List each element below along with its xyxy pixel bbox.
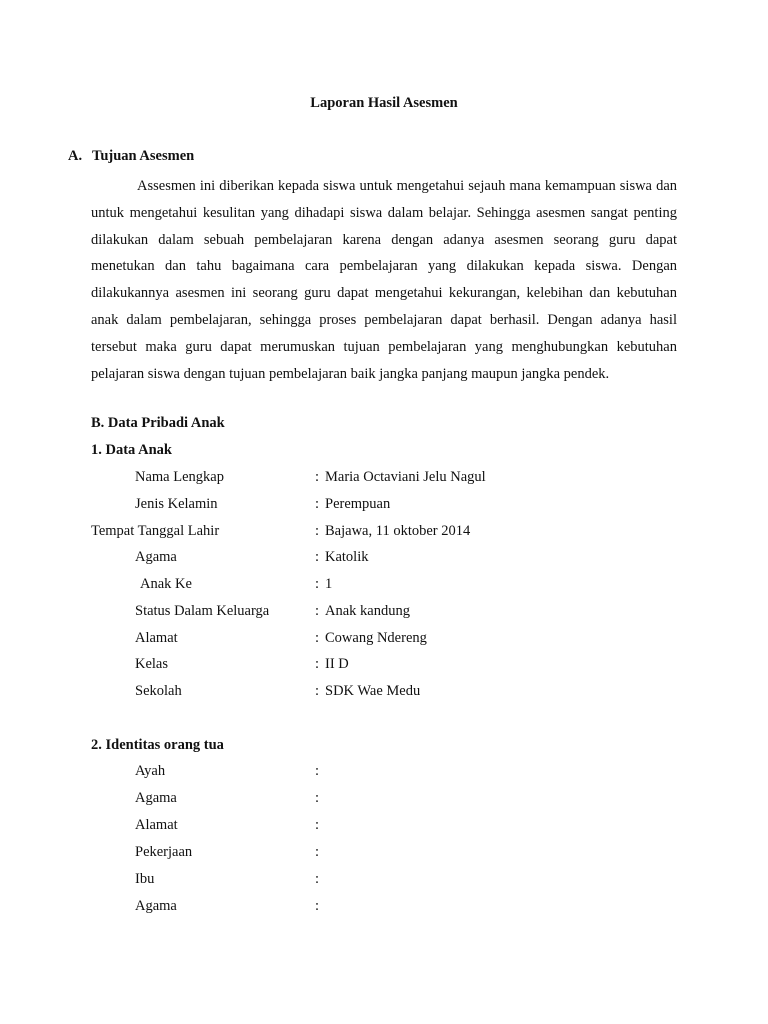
field-row-jenis-kelamin [0, 494, 768, 514]
field-value: Cowang Ndereng [325, 630, 427, 646]
field-colon: : [315, 523, 320, 539]
document-title: Laporan Hasil Asesmen [310, 95, 458, 111]
field-value: SDK Wae Medu [325, 683, 421, 699]
field-label: Sekolah [135, 683, 182, 699]
field-value: Katolik [325, 549, 369, 565]
field-colon: : [315, 576, 320, 592]
field-colon: : [315, 898, 320, 914]
field-row-anak-ke [0, 574, 768, 594]
field-value: Bajawa, 11 oktober 2014 [325, 523, 471, 539]
field-colon: : [315, 656, 320, 672]
field-colon: : [315, 469, 320, 485]
field-row-agama-ibu [0, 896, 768, 916]
field-label: Pekerjaan [135, 844, 193, 860]
field-colon: : [315, 763, 320, 779]
field-label: Jenis Kelamin [135, 496, 218, 512]
field-row-pekerjaan [0, 842, 768, 862]
field-colon: : [315, 683, 320, 699]
section-a-paragraph [91, 173, 677, 387]
field-row-sekolah [0, 681, 768, 701]
field-label: Ayah [135, 763, 166, 779]
field-label: Anak Ke [140, 576, 192, 592]
section-b-heading: B. Data Pribadi Anak [91, 415, 225, 431]
section-a-marker: A. [68, 148, 83, 164]
field-row-kelas [0, 654, 768, 674]
field-value: Anak kandung [325, 603, 410, 619]
field-row-status-dalam-keluarga [0, 601, 768, 621]
field-row-tempat-tanggal-lahir [0, 521, 768, 541]
field-label: Nama Lengkap [135, 469, 224, 485]
field-row-alamat [0, 628, 768, 648]
field-label: Alamat [135, 630, 178, 646]
field-colon: : [315, 549, 320, 565]
field-label: Tempat Tanggal Lahir [91, 523, 220, 539]
field-value: 1 [325, 576, 333, 592]
field-colon: : [315, 871, 320, 887]
field-colon: : [315, 790, 320, 806]
field-colon: : [315, 496, 320, 512]
field-row-nama-lengkap [0, 467, 768, 487]
field-colon: : [315, 603, 320, 619]
section-b-sub2-heading: 2. Identitas orang tua [91, 737, 224, 753]
field-row-agama-ayah [0, 788, 768, 808]
field-row-ayah [0, 761, 768, 781]
field-label: Kelas [135, 656, 169, 672]
field-colon: : [315, 630, 320, 646]
field-label: Agama [135, 790, 177, 806]
field-row-agama [0, 547, 768, 567]
field-row-alamat-ortu [0, 815, 768, 835]
field-value: Maria Octaviani Jelu Nagul [325, 469, 486, 485]
field-label: Ibu [135, 871, 155, 887]
section-a-heading: Tujuan Asesmen [92, 148, 195, 164]
field-value: II D [325, 656, 349, 672]
field-label: Agama [135, 898, 177, 914]
field-label: Status Dalam Keluarga [135, 603, 270, 619]
field-colon: : [315, 844, 320, 860]
section-b-sub1-heading: 1. Data Anak [91, 442, 172, 458]
section-a-paragraph-text: Assesmen ini diberikan kepada siswa untuk mengetahui sejauh mana kemampuan siswa dan untuk mengetahui kesulitan yang dihadapi siswa dalam belajar. Sehingga asesmen sangat penting dilakukan dalam sebuah pembelajaran karena dengan adanya asesmen seorang guru dapat menetukan dan tahu bagaimana cara pembelajaran yang dilakukan kepada siswa. Dengan dilakukannya asesmen ini seorang guru dapat mengetahui kekurangan, kelebihan dan kebutuhan anak dalam pembelajaran, sehingga proses pembelajaran dapat berhasil. Dengan adanya hasil tersebut maka guru dapat merumuskan tujuan pembelajaran yang menghubungkan kebutuhan pelajaran siswa dengan tujuan pembelajaran baik jangka panjang maupun jangka pendek. [91, 178, 677, 382]
field-label: Agama [135, 549, 177, 565]
field-colon: : [315, 817, 320, 833]
field-row-ibu [0, 869, 768, 889]
field-label: Alamat [135, 817, 178, 833]
field-value: Perempuan [325, 496, 391, 512]
